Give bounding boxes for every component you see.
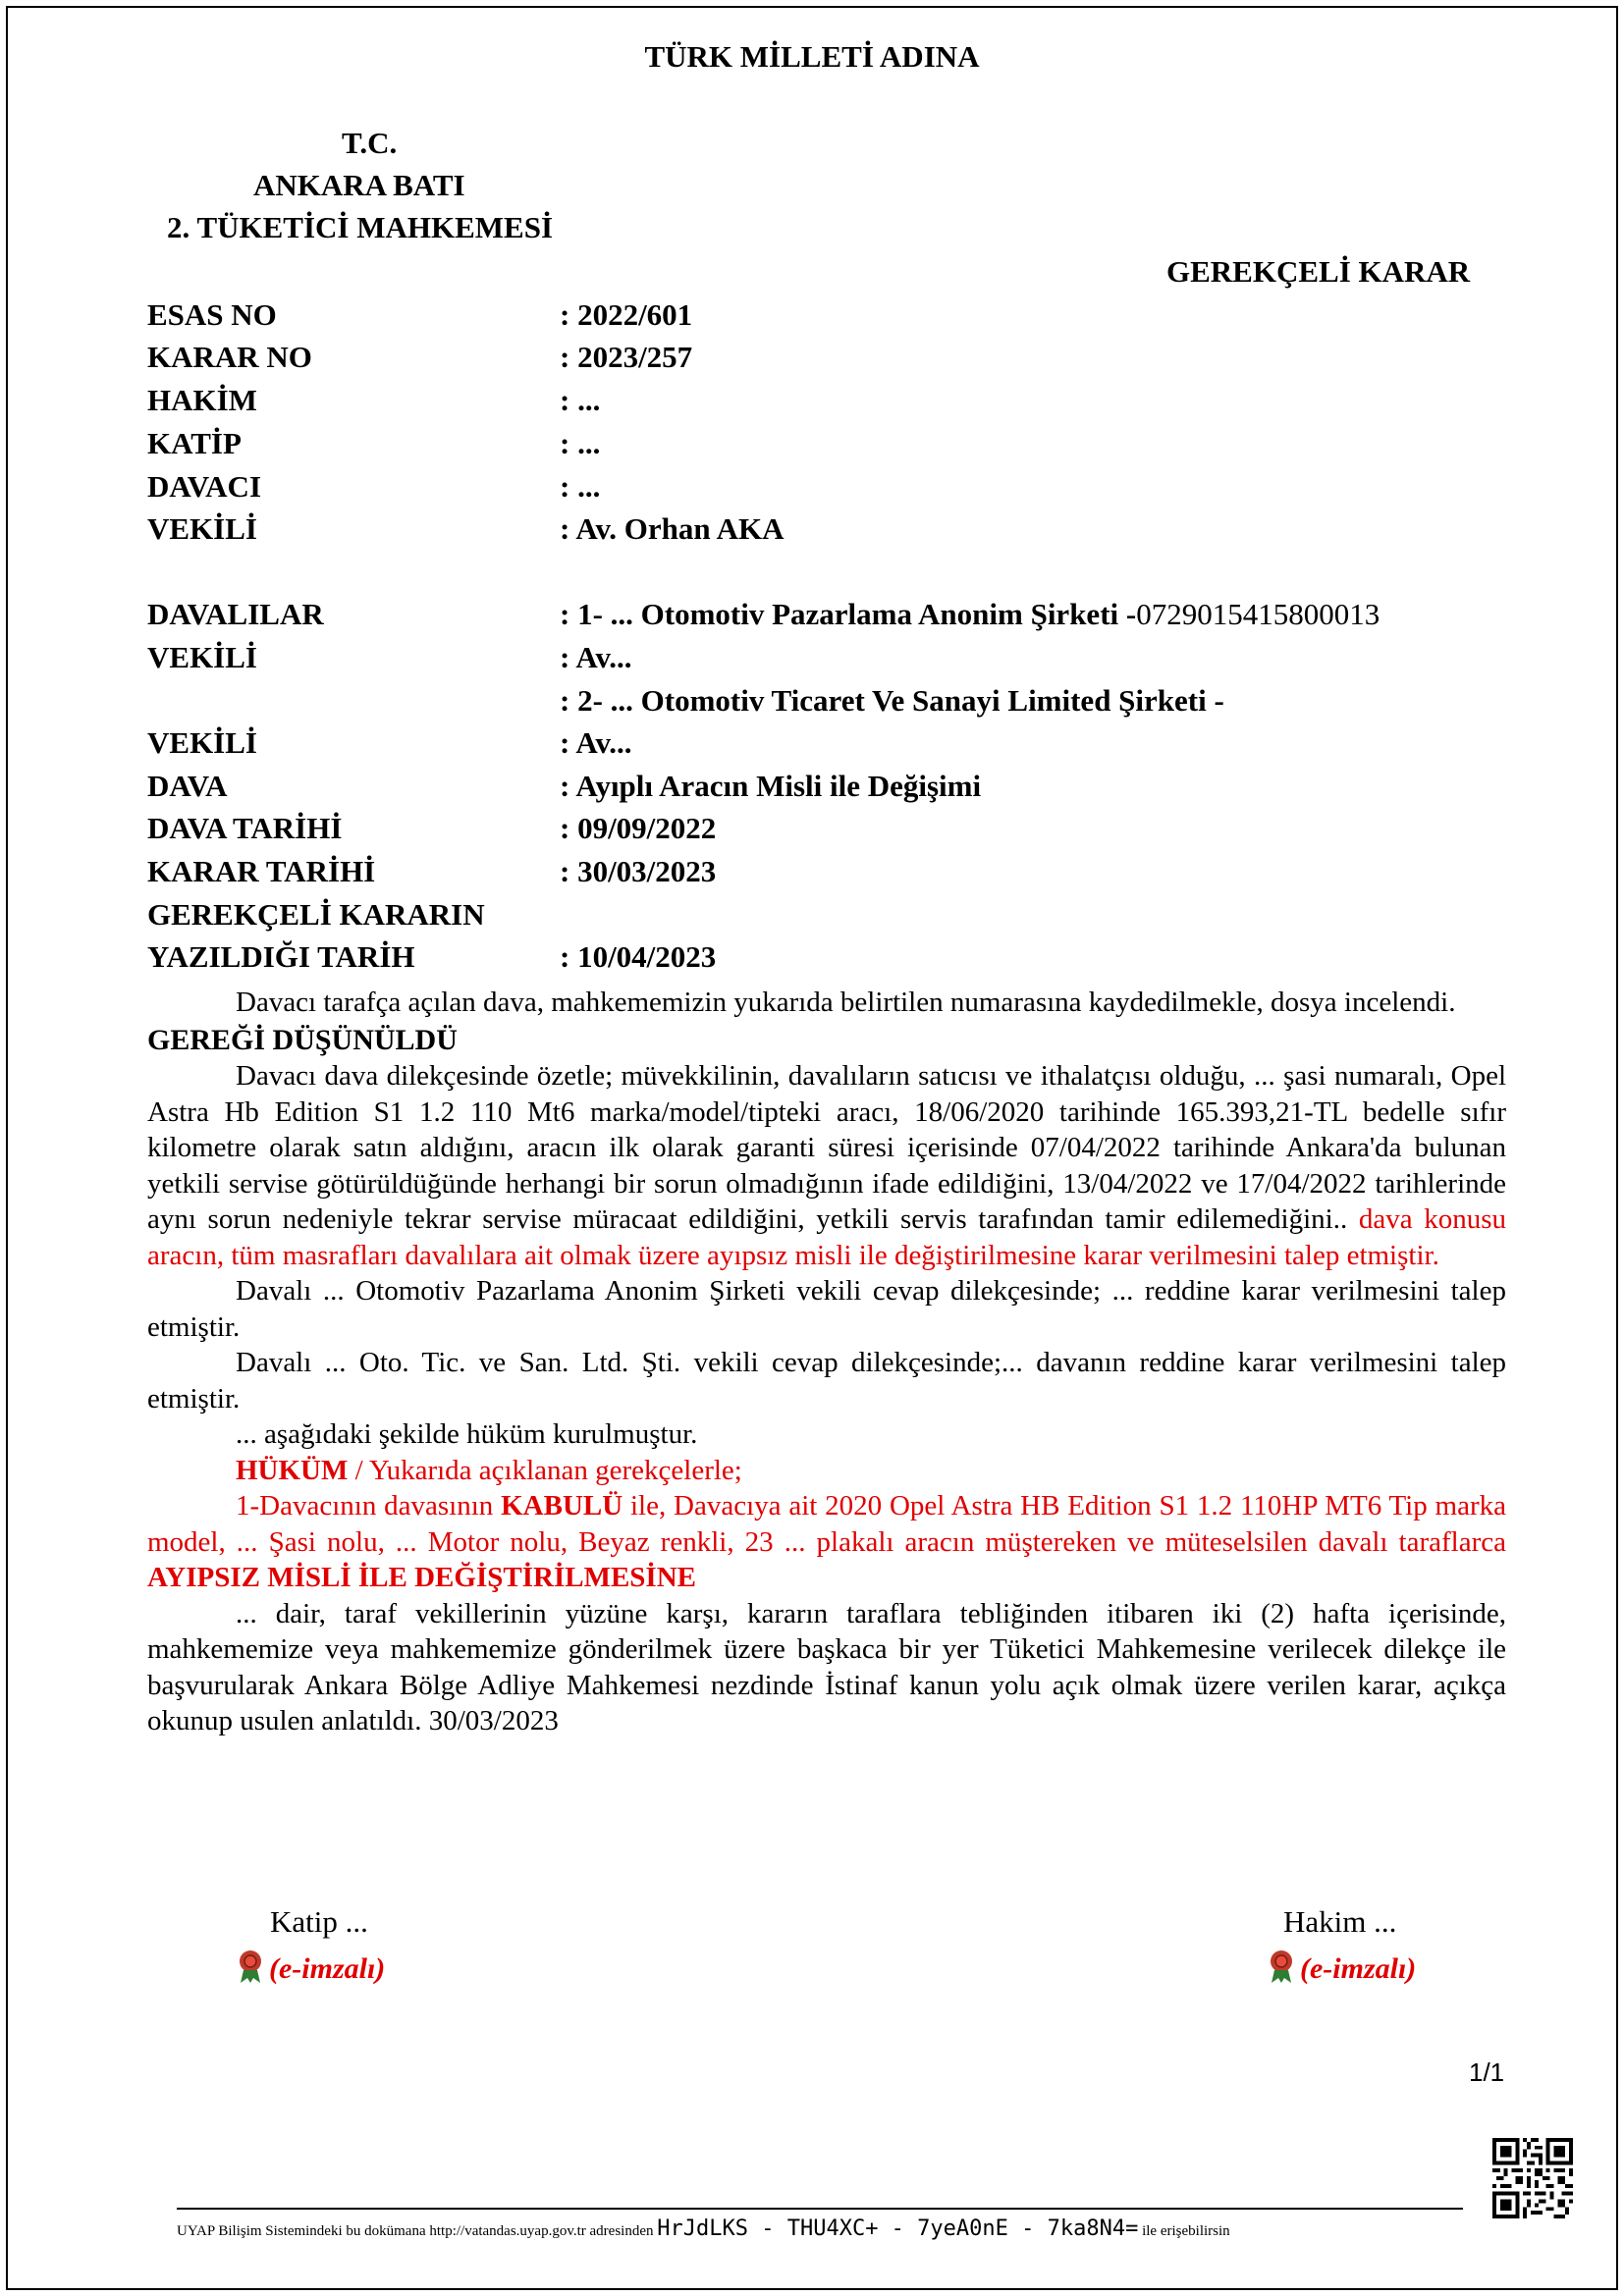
hukum-label: HÜKÜM xyxy=(236,1454,349,1486)
judge-signature xyxy=(1267,1949,1416,1986)
case-value: : 2023/257 xyxy=(560,340,693,374)
vekil-value: : Av... xyxy=(560,725,632,760)
seal-icon xyxy=(236,1949,265,1984)
footer-verification xyxy=(177,2216,1230,2241)
item1-text-a: 1-Davacının davasının xyxy=(236,1490,502,1522)
defendant-1-value xyxy=(560,595,1380,634)
case-value: : ... xyxy=(560,383,601,417)
case-label: HAKİM xyxy=(147,383,257,417)
case-label: ESAS NO xyxy=(147,297,277,332)
seal-icon xyxy=(1267,1949,1296,1984)
vekil-label: VEKİLİ xyxy=(147,640,257,674)
case-value: : ... xyxy=(560,426,601,460)
reasoned-label-line1: GEREKÇELİ KARARIN xyxy=(147,897,485,932)
clerk-name: Katip ... xyxy=(270,1904,368,1939)
footer-divider xyxy=(177,2208,1463,2210)
case-label: DAVACI xyxy=(147,469,262,504)
vekil-value: : Av... xyxy=(560,640,632,674)
claim-text: Davacı dava dilekçesinde özetle; müvekkilinin, davalıların satıcısı ve ithalatçısı olduğu, ... şasi numaralı, Opel Astra Hb Edition S1 1.2 110 Mt6 marka/model/tipteki aracı, 18/06/2020 tarihinde 165.393,21-TL bedelle sıfır kilometre olarak satın aldığını, aracın ilk olarak garanti süresi içerisinde 07/04/2022 tarihinde Ankara'da bulunan yetkili servise götürüldüğünde herhangi bir sorun olmadığının ifade edildiğini, 13/04/2022 ve 17/04/2022 tarihlerinde aynı sorun nedeniyle tekrar servise müracaat edildiğini, yetkili servis tarafından tamir edilemediğini.. xyxy=(147,1060,1506,1235)
case-value: : 09/09/2022 xyxy=(560,811,717,845)
intro-paragraph: Davacı tarafça açılan dava, mahkememizin yukarıda belirtilen numarasına kaydedilmekle, dosya incelendi. xyxy=(236,987,1456,1018)
tc-label: T.C. xyxy=(342,126,398,160)
footer-prefix: UYAP Bilişim Sistemindeki bu dokümana http://vatandas.uyap.gov.tr adresinden xyxy=(177,2223,654,2239)
reasoned-date-value: : 10/04/2023 xyxy=(560,939,717,974)
case-value: : 2022/601 xyxy=(560,297,693,332)
case-label: DAVA TARİHİ xyxy=(147,811,343,845)
decision-body xyxy=(147,985,1506,1739)
judgment-intro: ... aşağıdaki şekilde hüküm kurulmuştur. xyxy=(236,1418,698,1450)
hukum-text: Yukarıda açıklanan gerekçelerle; xyxy=(368,1454,742,1486)
defendant-2-response: Davalı ... Oto. Tic. ve San. Ltd. Şti. vekili cevap dilekçesinde;... davanın reddine karar verilmesini talep etmiştir. xyxy=(147,1347,1506,1415)
defendant-1-name: : 1- ... Otomotiv Pazarlama Anonim Şirketi - xyxy=(560,597,1137,631)
defendant-1-id: 0729015415800013 xyxy=(1136,597,1380,631)
clerk-signature xyxy=(236,1949,385,1986)
case-value: : ... xyxy=(560,469,601,504)
case-label: KARAR NO xyxy=(147,340,312,374)
clerk-esign: (e-imzalı) xyxy=(269,1952,386,1985)
section-heading: GEREĞİ DÜŞÜNÜLDÜ xyxy=(147,1023,458,1056)
defendant-2-value: : 2- ... Otomotiv Ticaret Ve Sanayi Limited Şirketi - xyxy=(560,683,1224,718)
hukum-line xyxy=(147,1453,1506,1489)
vekil-label: VEKİLİ xyxy=(147,725,257,760)
judgment-item-1 xyxy=(147,1488,1506,1596)
court-city: ANKARA BATI xyxy=(253,168,465,202)
item1-ruling: AYIPSIZ MİSLİ İLE DEĞİŞTİRİLMESİNE xyxy=(147,1562,696,1593)
reasoned-label-line2: YAZILDIĞI TARİH xyxy=(147,939,415,974)
page-number: 1/1 xyxy=(1469,2057,1505,2087)
case-label: DAVA xyxy=(147,769,228,803)
closing-paragraph: ... dair, taraf vekillerinin yüzüne karşı, kararın taraflara tebliğinden itibaren iki (2) hafta içerisinde, mahkememize veya mahkememize gönderilmek üzere başkaca bir yer Tüketici Mahkemesine verilecek dilekçe ile başvurularak Ankara Bölge Adliye Mahkemesi nezdinde İstinaf kanun yolu açık olmak üzere verilen karar, açıkça okunup usulen anlatıldı. 30/03/2023 xyxy=(147,1597,1506,1736)
case-value: : Av. Orhan AKA xyxy=(560,511,785,546)
case-label: KATİP xyxy=(147,426,242,460)
footer-suffix: ile erişebilirsin xyxy=(1142,2223,1230,2239)
qr-code-icon[interactable] xyxy=(1492,2138,1573,2218)
claim-request-highlight: dava konusu aracın, tüm masrafları davalılara ait olmak üzere ayıpsız misli ile değiştirilmesine karar verilmesini talep etmiştir. xyxy=(147,1203,1506,1271)
case-label: VEKİLİ xyxy=(147,511,257,546)
item1-text-b: ile, Davacıya ait 2020 Opel Astra HB Edition S1 1.2 110HP MT6 Tip marka model, ... Şasi nolu, ... Motor nolu, Beyaz renkli, 23 ... plakalı aracın müştereken ve müteselsilen davalı taraflarca xyxy=(147,1490,1506,1558)
case-value: : 30/03/2023 xyxy=(560,854,717,888)
defendants-label: DAVALILAR xyxy=(147,597,324,631)
item1-kabul: KABULÜ xyxy=(501,1490,623,1522)
case-value: : Ayıplı Aracın Misli ile Değişimi xyxy=(560,769,982,803)
nation-title: TÜRK MİLLETİ ADINA xyxy=(644,39,980,74)
judge-esign: (e-imzalı) xyxy=(1300,1952,1417,1985)
case-label: KARAR TARİHİ xyxy=(147,854,376,888)
defendant-1-response: Davalı ... Otomotiv Pazarlama Anonim Şirketi vekili cevap dilekçesinde; ... reddine karar verilmesini talep etmiştir. xyxy=(147,1275,1506,1343)
verification-code: HrJdLKS - THU4XC+ - 7yeA0nE - 7ka8N4= xyxy=(657,2216,1139,2241)
court-name: 2. TÜKETİCİ MAHKEMESİ xyxy=(167,210,554,244)
decision-type: GEREKÇELİ KARAR xyxy=(1166,254,1471,289)
claim-paragraph xyxy=(147,1058,1506,1273)
hukum-separator: / xyxy=(348,1454,369,1486)
judge-name: Hakim ... xyxy=(1283,1904,1397,1939)
